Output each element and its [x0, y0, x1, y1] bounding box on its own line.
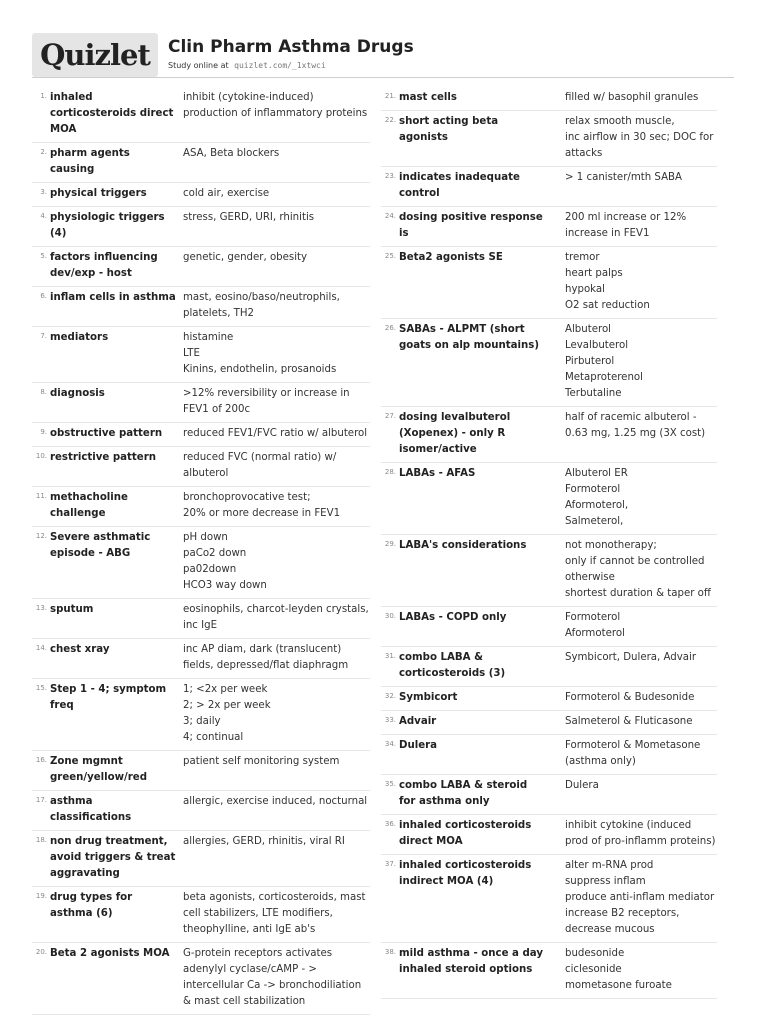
term-number: 19. — [35, 892, 47, 900]
term-number: 2. — [40, 148, 47, 156]
term-number: 15. — [35, 684, 47, 692]
term-row — [32, 527, 370, 599]
term-row — [32, 287, 370, 327]
term-number: 9. — [40, 428, 47, 436]
term-text: Advair — [399, 716, 437, 727]
term-text: factors influencing dev/exp - host — [50, 252, 158, 279]
definition-text: patient self monitoring system — [183, 756, 340, 767]
term-row — [381, 407, 717, 463]
left-column — [32, 87, 370, 1015]
term-row — [32, 639, 370, 679]
term-text: combo LABA & corticosteroids (3) — [399, 652, 506, 679]
term-number: 16. — [35, 756, 47, 764]
term-row — [381, 815, 717, 855]
term-text: Zone mgmnt green/yellow/red — [50, 756, 148, 783]
term-row — [32, 599, 370, 639]
term-text: dosing levalbuterol (Xopenex) - only R isomer/active — [399, 412, 511, 455]
term-number: 18. — [35, 836, 47, 844]
term-text: asthma classifications — [50, 796, 132, 823]
term-row — [381, 607, 717, 647]
term-number: 6. — [40, 292, 47, 300]
term-row — [381, 711, 717, 735]
term-text: physiologic triggers (4) — [50, 212, 165, 239]
term-text: Beta2 agonists SE — [399, 252, 503, 263]
term-number: 20. — [35, 948, 47, 956]
definition-text: > 1 canister/mth SABA — [565, 172, 683, 183]
page-header — [32, 33, 734, 78]
term-text: obstructive pattern — [50, 428, 163, 439]
definition-text: ASA, Beta blockers — [183, 148, 280, 159]
term-text: drug types for asthma (6) — [50, 892, 133, 919]
term-number: 5. — [40, 252, 47, 260]
term-row — [32, 831, 370, 887]
term-text: pharm agents causing — [50, 148, 130, 175]
term-row — [32, 87, 370, 143]
term-number: 30. — [384, 612, 396, 620]
term-number: 13. — [35, 604, 47, 612]
definition-text: mast, eosino/baso/neutrophils, platelets, TH2 — [183, 292, 340, 319]
term-number: 29. — [384, 540, 396, 548]
definition-text: allergies, GERD, rhinitis, viral RI — [183, 836, 345, 847]
term-text: LABAs - AFAS — [399, 468, 476, 479]
term-number: 32. — [384, 692, 396, 700]
term-row — [32, 383, 370, 423]
term-number: 24. — [384, 212, 396, 220]
definition-text: Albuterol ER Formoterol Aformoterol, Salmeterol, — [565, 468, 629, 527]
definition-text: filled w/ basophil granules — [565, 92, 699, 103]
definition-text: stress, GERD, URI, rhinitis — [183, 212, 315, 223]
term-number: 37. — [384, 860, 396, 868]
term-text: diagnosis — [50, 388, 105, 399]
definition-text: bronchoprovocative test; 20% or more decrease in FEV1 — [183, 492, 341, 519]
term-number: 10. — [35, 452, 47, 460]
term-text: SABAs - ALPMT (short goats on alp mountains) — [399, 324, 539, 351]
term-text: inhaled corticosteroids direct MOA — [399, 820, 532, 847]
term-row — [381, 687, 717, 711]
term-text: Step 1 - 4; symptom freq — [50, 684, 167, 711]
term-row — [32, 487, 370, 527]
quizlet-logo[interactable]: Quizlet — [32, 33, 158, 77]
term-row — [381, 855, 717, 943]
definition-text: pH down paCo2 down pa02down HCO3 way down — [183, 532, 267, 591]
term-number: 12. — [35, 532, 47, 540]
term-text: sputum — [50, 604, 94, 615]
definition-text: beta agonists, corticosteroids, mast cell stabilizers, LTE modifiers, theophylline, anti IgE ab's — [183, 892, 366, 935]
definition-text: not monotherapy; only if cannot be controlled otherwise shortest duration & taper off — [565, 540, 711, 599]
term-row — [32, 887, 370, 943]
definition-text: reduced FEV1/FVC ratio w/ albuterol — [183, 428, 368, 439]
term-text: short acting beta agonists — [399, 116, 499, 143]
term-row — [32, 247, 370, 287]
term-row — [32, 791, 370, 831]
term-text: inhaled corticosteroids indirect MOA (4) — [399, 860, 532, 887]
term-text: restrictive pattern — [50, 452, 156, 463]
term-row — [381, 319, 717, 407]
term-number: 27. — [384, 412, 396, 420]
term-text: LABAs - COPD only — [399, 612, 507, 623]
term-row — [381, 775, 717, 815]
definition-text: half of racemic albuterol - 0.63 mg, 1.25 mg (3X cost) — [565, 412, 706, 439]
definition-text: 200 ml increase or 12% increase in FEV1 — [565, 212, 687, 239]
term-number: 28. — [384, 468, 396, 476]
study-online-line — [168, 61, 326, 70]
term-row — [381, 647, 717, 687]
term-number: 1. — [40, 92, 47, 100]
definition-text: cold air, exercise — [183, 188, 270, 199]
study-online-label: Study online at — [168, 61, 229, 70]
definition-text: Formoterol & Mometasone (asthma only) — [565, 740, 701, 767]
definition-text: Salmeterol & Fluticasone — [565, 716, 693, 727]
term-number: 11. — [35, 492, 47, 500]
study-url-link[interactable]: quizlet.com/_1xtwci — [234, 61, 326, 70]
term-number: 17. — [35, 796, 47, 804]
term-row — [381, 111, 717, 167]
term-text: Severe asthmatic episode - ABG — [50, 532, 151, 559]
term-number: 33. — [384, 716, 396, 724]
term-text: chest xray — [50, 644, 110, 655]
term-text: mild asthma - once a day inhaled steroid options — [399, 948, 543, 975]
term-number: 4. — [40, 212, 47, 220]
definition-text: >12% reversibility or increase in FEV1 of 200c — [183, 388, 350, 415]
term-row — [381, 247, 717, 319]
term-number: 8. — [40, 388, 47, 396]
term-text: mast cells — [399, 92, 457, 103]
term-row — [32, 423, 370, 447]
term-text: physical triggers — [50, 188, 147, 199]
term-row — [381, 207, 717, 247]
definition-text: Formoterol Aformoterol — [565, 612, 625, 639]
term-number: 3. — [40, 188, 47, 196]
term-text: inflam cells in asthma — [50, 292, 176, 303]
definition-text: Symbicort, Dulera, Advair — [565, 652, 697, 663]
term-row — [32, 943, 370, 1015]
term-number: 22. — [384, 116, 396, 124]
term-number: 34. — [384, 740, 396, 748]
term-text: non drug treatment, avoid triggers & treat aggravating — [50, 836, 176, 879]
definition-text: histamine LTE Kinins, endothelin, prosanoids — [183, 332, 337, 375]
term-row — [32, 679, 370, 751]
definition-text: tremor heart palps hypokal O2 sat reduction — [565, 252, 650, 311]
term-text: LABA's considerations — [399, 540, 527, 551]
term-text: Dulera — [399, 740, 438, 751]
term-text: indicates inadequate control — [399, 172, 520, 199]
definition-text: 1; <2x per week 2; > 2x per week 3; daily 4; continual — [183, 684, 271, 743]
definition-text: inc AP diam, dark (translucent) fields, depressed/flat diaphragm — [183, 644, 349, 671]
term-number: 23. — [384, 172, 396, 180]
term-row — [32, 447, 370, 487]
definition-text: Albuterol Levalbuterol Pirbuterol Metaproterenol Terbutaline — [565, 324, 643, 399]
definition-text: relax smooth muscle, inc airflow in 30 sec; DOC for attacks — [565, 116, 714, 159]
term-text: inhaled corticosteroids direct MOA — [50, 92, 174, 135]
term-number: 38. — [384, 948, 396, 956]
term-number: 21. — [384, 92, 396, 100]
term-row — [381, 87, 717, 111]
definition-text: inhibit cytokine (induced prod of pro-inflamm proteins) — [565, 820, 716, 847]
term-row — [381, 167, 717, 207]
definition-text: Formoterol & Budesonide — [565, 692, 695, 703]
page-title: Clin Pharm Asthma Drugs — [168, 37, 414, 57]
term-row — [32, 143, 370, 183]
term-number: 36. — [384, 820, 396, 828]
term-number: 14. — [35, 644, 47, 652]
term-row — [381, 535, 717, 607]
term-row — [32, 183, 370, 207]
term-text: mediators — [50, 332, 109, 343]
term-row — [381, 735, 717, 775]
term-number: 7. — [40, 332, 47, 340]
term-row — [32, 207, 370, 247]
term-text: combo LABA & steroid for asthma only — [399, 780, 528, 807]
definition-text: budesonide ciclesonide mometasone furoate — [565, 948, 672, 991]
term-row — [32, 327, 370, 383]
term-row — [381, 463, 717, 535]
term-text: dosing positive response is — [399, 212, 543, 239]
right-column — [381, 87, 717, 999]
term-text: Symbicort — [399, 692, 458, 703]
header-divider — [32, 77, 734, 78]
definition-text: reduced FVC (normal ratio) w/ albuterol — [183, 452, 337, 479]
term-row — [32, 751, 370, 791]
definition-text: allergic, exercise induced, nocturnal — [183, 796, 368, 807]
term-number: 31. — [384, 652, 396, 660]
definition-text: G-protein receptors activates adenylyl cyclase/cAMP - > intercellular Ca -> bronchodiliation & mast cell stabilization — [183, 948, 362, 1007]
definition-text: alter m-RNA prod suppress inflam produce anti-inflam mediator increase B2 receptors, decrease mucous — [565, 860, 715, 935]
term-number: 25. — [384, 252, 396, 260]
definition-text: Dulera — [565, 780, 599, 791]
definition-text: eosinophils, charcot-leyden crystals, inc IgE — [183, 604, 369, 631]
definition-text: genetic, gender, obesity — [183, 252, 308, 263]
definition-text: inhibit (cytokine-induced) production of inflammatory proteins — [183, 92, 368, 119]
term-number: 35. — [384, 780, 396, 788]
term-number: 26. — [384, 324, 396, 332]
term-text: Beta 2 agonists MOA — [50, 948, 170, 959]
term-row — [381, 943, 717, 999]
term-text: methacholine challenge — [50, 492, 128, 519]
